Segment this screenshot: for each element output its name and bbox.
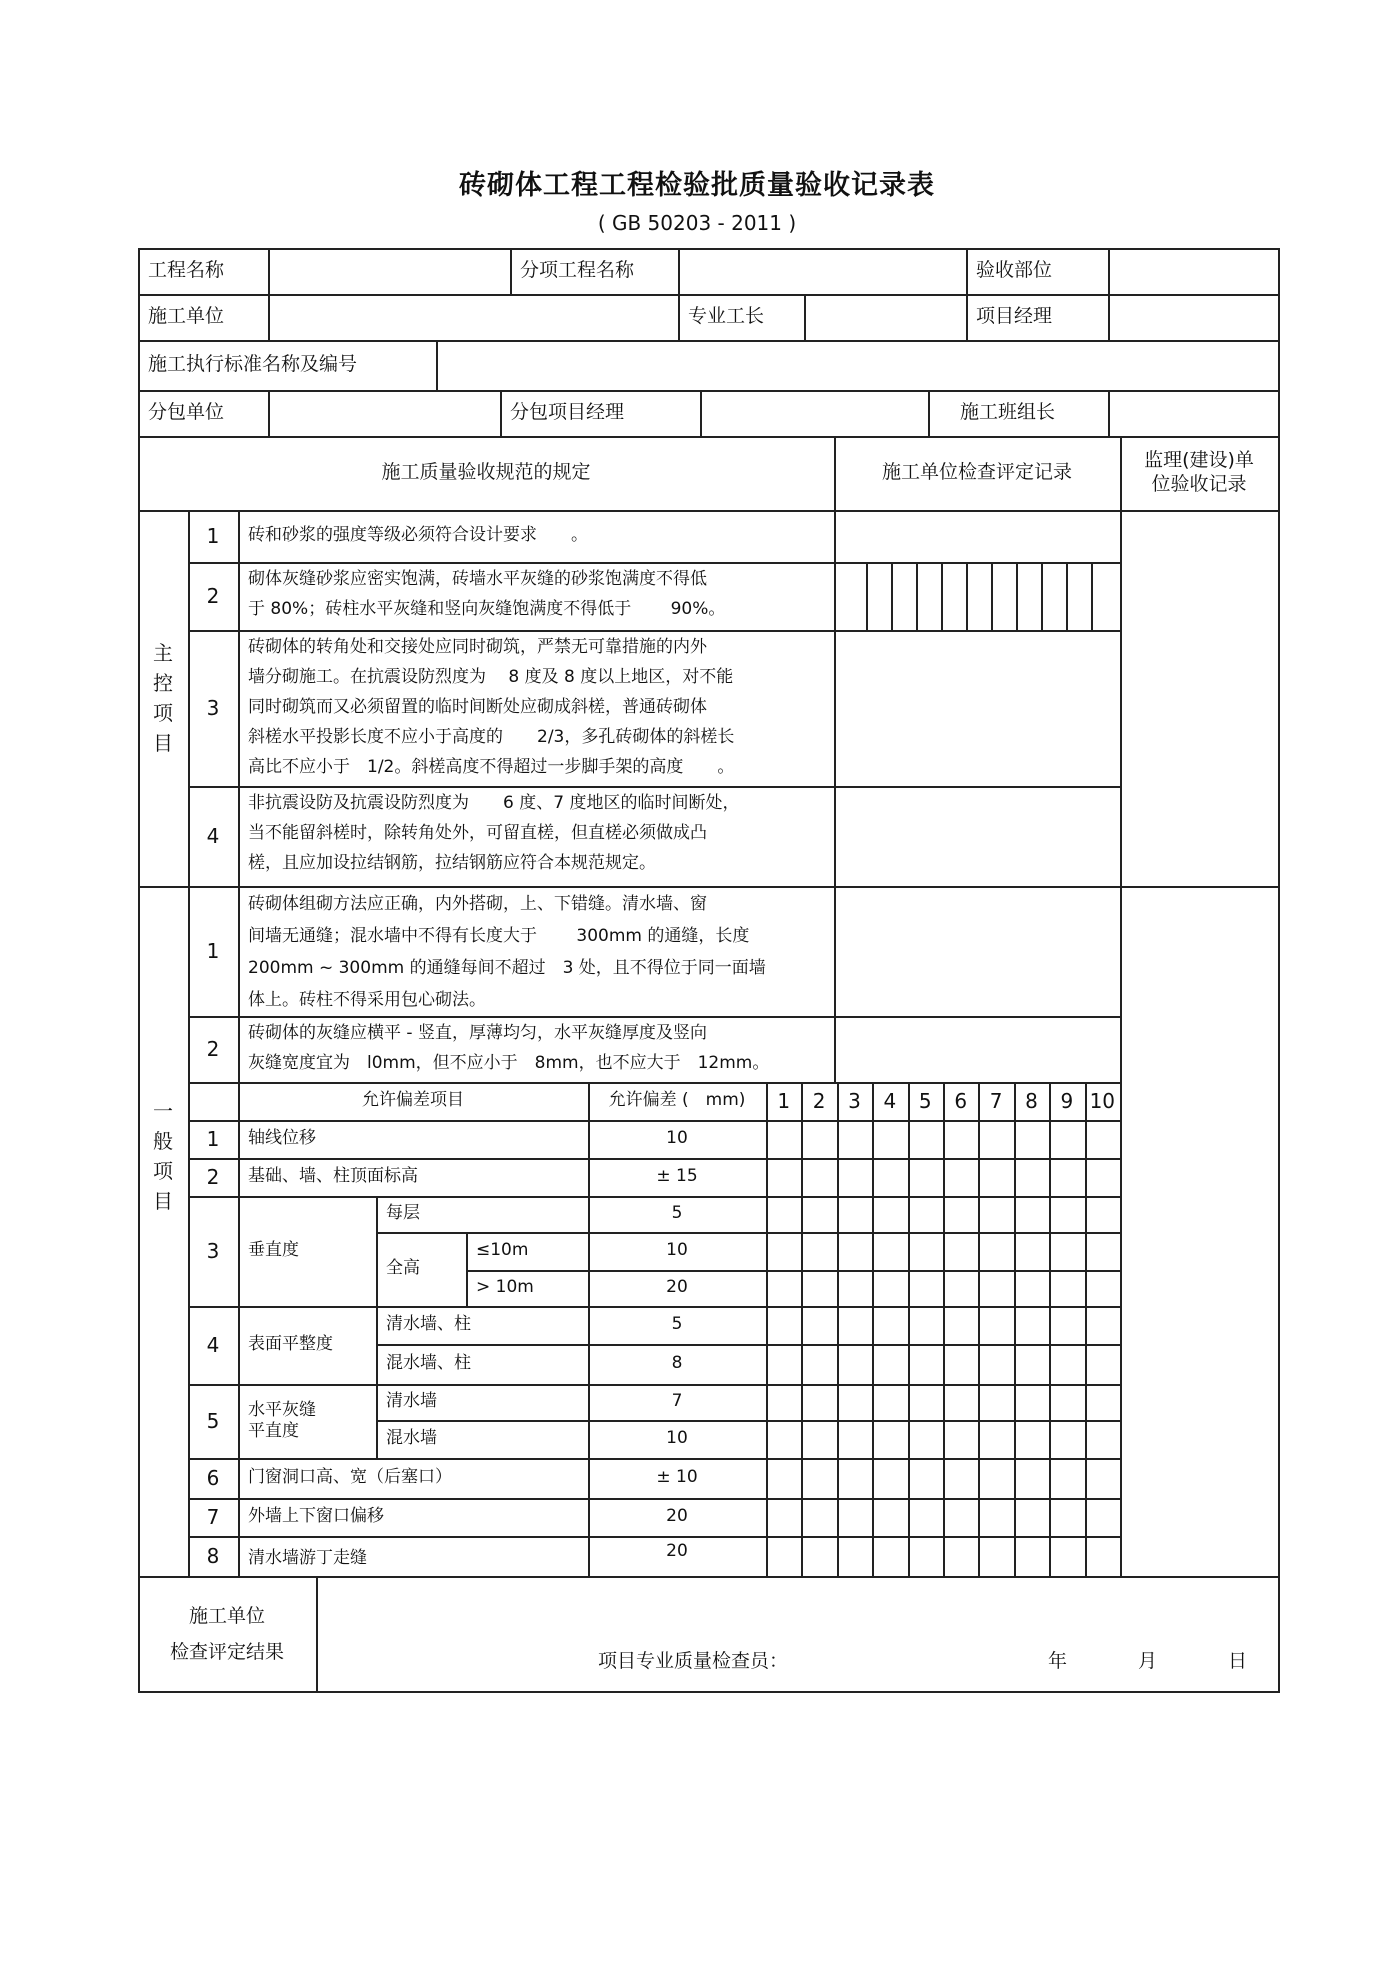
- main-item-no: 1: [206, 523, 220, 548]
- tol-item: 基础、墙、柱顶面标高: [248, 1166, 418, 1187]
- grid-line: [376, 1420, 1120, 1422]
- grid-line: [138, 248, 1278, 250]
- tol-sub: 每层: [386, 1203, 420, 1224]
- tol-value: ± 10: [656, 1467, 698, 1488]
- spec-line: 砖砌体的灰缝应横平 - 竖直，厚薄均匀，水平灰缝厚度及竖向: [248, 1023, 707, 1043]
- grid-line: [588, 1082, 590, 1576]
- grid-line: [138, 436, 1278, 438]
- tol-no: 1: [206, 1126, 220, 1151]
- tol-value: 5: [671, 1203, 683, 1224]
- spec-line: 墙分砌施工。在抗震设防烈度为 8 度及 8 度以上地区，对不能: [248, 667, 734, 687]
- grid-line: [188, 786, 1120, 788]
- grid-line: [188, 1016, 1120, 1018]
- tol-item: 垂直度: [248, 1240, 299, 1261]
- tol-value: 10: [666, 1128, 688, 1149]
- result-label-line: 检查评定结果: [169, 1640, 284, 1663]
- tol-item-line: 水平灰缝: [248, 1399, 316, 1420]
- main-item-no: 3: [206, 695, 220, 720]
- tol-no: 3: [206, 1238, 220, 1263]
- grid-line: [801, 1082, 803, 1576]
- tol-item: 轴线位移: [248, 1128, 316, 1149]
- grid-line: [466, 1232, 468, 1306]
- tol-value: 5: [671, 1314, 683, 1335]
- tol-no: 7: [206, 1504, 220, 1529]
- grid-line: [891, 562, 893, 630]
- spec-line: 当不能留斜槎时，除转角处外，可留直槎，但直槎必须做成凸: [248, 823, 707, 843]
- grid-line: [928, 390, 930, 436]
- grid-line: [436, 340, 438, 390]
- tol-no: 6: [206, 1465, 220, 1490]
- grid-line: [943, 1082, 945, 1576]
- main-item-text: [238, 630, 834, 786]
- grid-line: [588, 1232, 1120, 1234]
- spec-line: 于 80%；砖柱水平灰缝和竖向灰缝饱满度不得低于 90%。: [248, 599, 726, 619]
- group-char: 控: [153, 671, 173, 695]
- tol-no: 8: [206, 1543, 220, 1568]
- tol-value: 20: [666, 1541, 688, 1562]
- spec-line: 槎，且应加设拉结钢筋，拉结钢筋应符合本规范规定。: [248, 853, 656, 873]
- header-spec: 施工质量验收规范的规定: [381, 461, 591, 484]
- grid-line: [138, 510, 1278, 512]
- grid-line: [238, 510, 240, 1576]
- tolerance-header-item: 允许偏差项目: [362, 1090, 464, 1111]
- group-char: 目: [153, 731, 173, 755]
- tol-item: 清水墙游丁走缝: [248, 1548, 367, 1569]
- grid-line: [500, 390, 502, 436]
- grid-line: [1120, 1082, 1122, 1576]
- grid-line: [138, 1576, 1278, 1578]
- main-item-text: [238, 562, 834, 630]
- grid-line: [268, 248, 270, 294]
- label-subcontract-unit: 分包单位: [148, 401, 225, 424]
- group-char: 目: [153, 1189, 173, 1213]
- point-header: 2: [812, 1088, 826, 1113]
- result-label-line: 施工单位: [188, 1604, 265, 1627]
- tol-sub: 全高: [386, 1258, 420, 1279]
- main-items-label: [138, 510, 188, 886]
- tol-item: 表面平整度: [248, 1334, 333, 1355]
- header-supervisor: [1120, 436, 1278, 510]
- label-subcontract-manager: 分包项目经理: [510, 401, 625, 424]
- label-project-manager: 项目经理: [976, 305, 1053, 328]
- grid-line: [316, 1576, 318, 1691]
- grid-line: [916, 562, 918, 630]
- spec-line: 200mm ~ 300mm 的通缝每间不超过 3 处，且不得位于同一面墙: [248, 958, 766, 978]
- label-acceptance-part: 验收部位: [976, 259, 1053, 282]
- general-item-text: [238, 886, 834, 1016]
- grid-line: [138, 248, 140, 1691]
- tol-value: 8: [671, 1353, 683, 1374]
- spec-line: 砖砌体的转角处和交接处应同时砌筑，严禁无可靠措施的内外: [248, 637, 707, 657]
- group-char: 般: [153, 1129, 173, 1153]
- tol-sub: ≤10m: [476, 1240, 529, 1261]
- grid-line: [138, 340, 1278, 342]
- tol-sub: 清水墙: [386, 1391, 437, 1412]
- group-char: 主: [153, 641, 173, 665]
- header-supervisor-line: 位验收记录: [1151, 473, 1247, 495]
- grid-line: [138, 886, 1278, 888]
- grid-line: [1091, 562, 1093, 630]
- grid-line: [941, 562, 943, 630]
- tol-value: 20: [666, 1277, 688, 1298]
- grid-line: [1066, 562, 1068, 630]
- grid-line: [1108, 294, 1110, 340]
- grid-line: [1278, 248, 1280, 1691]
- year-label: 年: [1048, 1650, 1068, 1673]
- grid-line: [466, 1270, 1120, 1272]
- grid-line: [1016, 562, 1018, 630]
- grid-line: [510, 248, 512, 294]
- tolerance-header-value: 允许偏差 ( mm): [608, 1090, 746, 1111]
- label-sub-project-name: 分项工程名称: [520, 259, 635, 282]
- grid-line: [804, 294, 806, 340]
- tol-value: 10: [666, 1240, 688, 1261]
- point-header: 9: [1060, 1088, 1074, 1113]
- spec-line: 斜槎水平投影长度不应小于高度的 2/3，多孔砖砌体的斜槎长: [248, 727, 735, 747]
- grid-line: [766, 1082, 768, 1576]
- spec-line: 体上。砖柱不得采用包心砌法。: [248, 990, 486, 1010]
- grid-line: [1014, 1082, 1016, 1576]
- grid-line: [834, 510, 836, 1082]
- spec-line: 砖和砂浆的强度等级必须符合设计要求 。: [248, 525, 588, 545]
- result-label: [138, 1576, 316, 1691]
- header-supervisor-line: 监理(建设)单: [1144, 449, 1254, 472]
- tol-item: 外墙上下窗口偏移: [248, 1506, 384, 1527]
- spec-line: 间墙无通缝；混水墙中不得有长度大于 300mm 的通缝，长度: [248, 926, 750, 946]
- main-item-text: [238, 510, 834, 562]
- main-item-no: 2: [206, 583, 220, 608]
- grid-line: [678, 248, 680, 294]
- grid-line: [376, 1196, 378, 1458]
- tol-value: 20: [666, 1506, 688, 1527]
- group-char: 一: [153, 1099, 173, 1123]
- tol-value: 7: [671, 1391, 683, 1412]
- header-check-record: 施工单位检查评定记录: [881, 461, 1072, 484]
- main-item-no: 4: [206, 823, 220, 848]
- label-project-name: 工程名称: [148, 259, 225, 282]
- tol-item: 门窗洞口高、宽（后塞口）: [248, 1467, 452, 1488]
- grid-line: [837, 1082, 839, 1576]
- grid-line: [1108, 248, 1110, 294]
- grid-line: [966, 294, 968, 340]
- tol-sub: 清水墙、柱: [386, 1314, 471, 1335]
- grid-line: [678, 294, 680, 340]
- tol-sub: 混水墙: [386, 1428, 437, 1449]
- general-items-label: [138, 886, 188, 1576]
- grid-line: [138, 1691, 1280, 1693]
- point-header: 7: [989, 1088, 1003, 1113]
- main-item-text: [238, 786, 834, 886]
- tol-no: 5: [206, 1408, 220, 1433]
- label-team-leader: 施工班组长: [960, 401, 1056, 424]
- label-standard-name: 施工执行标准名称及编号: [148, 353, 358, 376]
- tol-value: 10: [666, 1428, 688, 1449]
- grid-line: [872, 1082, 874, 1576]
- group-char: 项: [153, 701, 173, 725]
- point-header: 8: [1025, 1088, 1038, 1113]
- point-header: 3: [848, 1088, 861, 1113]
- grid-line: [866, 562, 868, 630]
- grid-line: [1120, 436, 1122, 510]
- grid-line: [138, 390, 1278, 392]
- spec-line: 砌体灰缝砂浆应密实饱满，砖墙水平灰缝的砂浆饱满度不得低: [248, 569, 707, 589]
- grid-line: [188, 510, 190, 1576]
- acceptance-form: [138, 248, 1278, 1691]
- group-char: 项: [153, 1159, 173, 1183]
- grid-line: [966, 248, 968, 294]
- grid-line: [1108, 390, 1110, 436]
- grid-line: [991, 562, 993, 630]
- tol-item-line: 平直度: [248, 1421, 299, 1441]
- point-header: 5: [918, 1088, 932, 1113]
- general-item-no: 1: [206, 938, 220, 963]
- spec-line: 非抗震设防及抗震设防烈度为 6 度、7 度地区的临时间断处，: [248, 793, 740, 813]
- grid-line: [700, 390, 702, 436]
- grid-line: [1085, 1082, 1087, 1576]
- grid-line: [908, 1082, 910, 1576]
- grid-line: [268, 294, 270, 340]
- tol-item: [238, 1384, 376, 1458]
- standard-code: ( GB 50203 - 2011 ): [597, 211, 797, 235]
- point-header: 10: [1089, 1088, 1116, 1113]
- grid-line: [966, 562, 968, 630]
- spec-line: 高比不应小于 1/2。斜槎高度不得超过一步脚手架的高度 。: [248, 757, 735, 777]
- tol-value: ± 15: [656, 1166, 698, 1187]
- grid-line: [1049, 1082, 1051, 1576]
- grid-line: [188, 562, 1120, 564]
- point-header: 4: [883, 1088, 897, 1113]
- tol-no: 4: [206, 1332, 220, 1357]
- grid-line: [188, 630, 1120, 632]
- day-label: 日: [1228, 1650, 1248, 1673]
- point-header: 6: [954, 1088, 968, 1113]
- tol-sub: 混水墙、柱: [386, 1353, 471, 1374]
- spec-line: 砖砌体组砌方法应正确，内外搭砌，上、下错缝。清水墙、窗: [248, 894, 707, 914]
- grid-line: [376, 1344, 1120, 1346]
- month-label: 月: [1138, 1650, 1158, 1673]
- label-professional-foreman: 专业工长: [688, 305, 765, 328]
- tol-sub: > 10m: [476, 1277, 534, 1298]
- grid-line: [268, 390, 270, 436]
- grid-line: [138, 294, 1278, 296]
- grid-line: [978, 1082, 980, 1576]
- page-title: 砖砌体工程工程检验批质量验收记录表: [459, 170, 935, 201]
- grid-line: [834, 436, 836, 510]
- general-item-no: 2: [206, 1036, 220, 1061]
- inspector-label: 项目专业质量检查员：: [598, 1650, 789, 1673]
- label-construction-unit: 施工单位: [148, 305, 225, 328]
- general-item-text: [238, 1016, 834, 1082]
- spec-line: 灰缝宽度宜为 l0mm，但不应小于 8mm，也不应大于 12mm。: [248, 1053, 770, 1073]
- spec-line: 同时砌筑而又必须留置的临时间断处应砌成斜槎，普通砖砌体: [248, 697, 707, 717]
- point-header: 1: [777, 1088, 791, 1113]
- grid-line: [376, 1232, 588, 1234]
- tol-no: 2: [206, 1164, 220, 1189]
- grid-line: [1041, 562, 1043, 630]
